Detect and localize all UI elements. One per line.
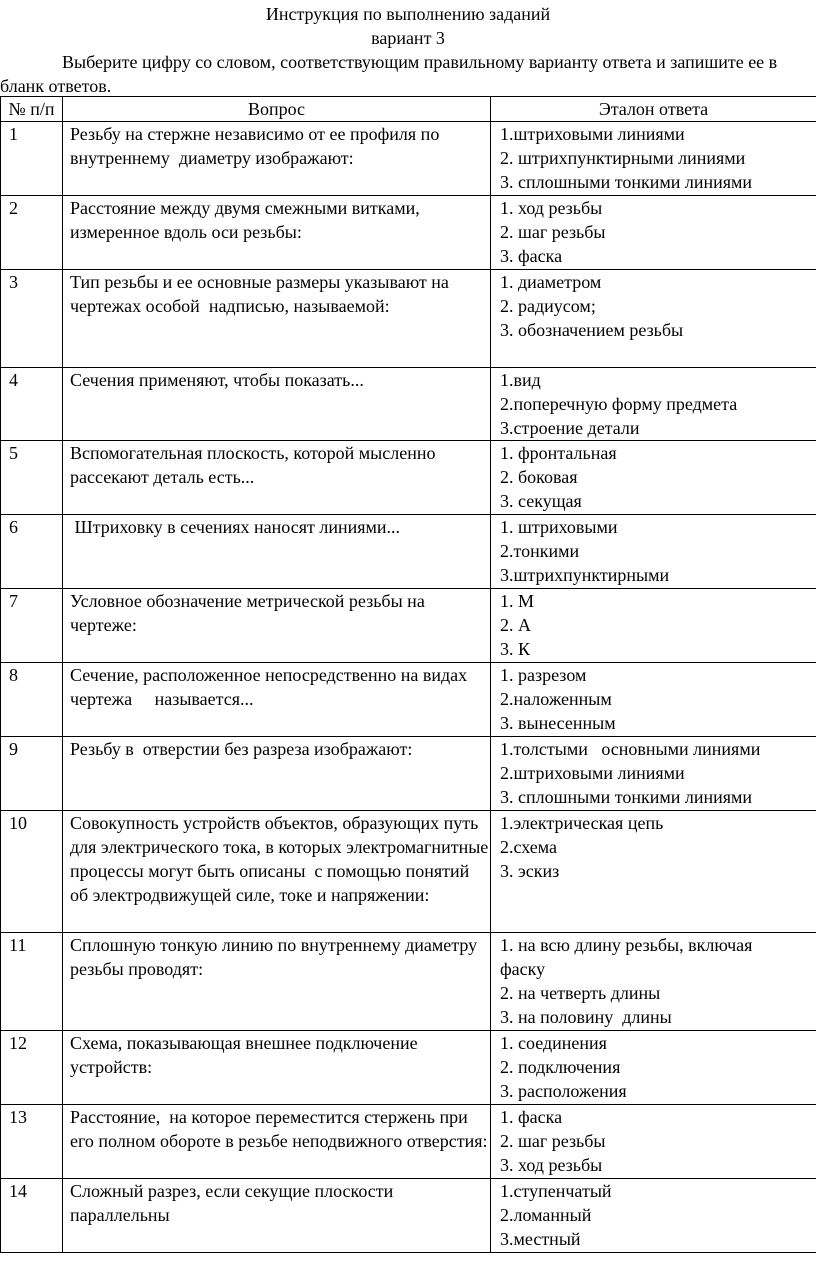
answer-option: 1.вид (500, 370, 541, 390)
question-text: Вспомогательная плоскость, которой мысленно рассекают деталь есть... (63, 441, 491, 515)
answer-option: 2. А (500, 615, 531, 635)
answer-option: 2. на четверть длины (500, 983, 661, 1003)
table-header-row (1, 97, 816, 122)
answer-options (491, 1105, 816, 1179)
answer-option: фаску (500, 959, 546, 979)
answer-options (491, 515, 816, 589)
question-number: 6 (1, 515, 63, 589)
answer-option: 2.схема (500, 837, 558, 857)
table-row (1, 122, 816, 196)
table-row (1, 368, 816, 441)
answer-option: 1. М (500, 591, 535, 611)
answer-options (491, 441, 816, 515)
header-number: № п/п (1, 97, 63, 122)
answer-option: 1. на всю длину резьбы, включая (500, 935, 753, 955)
answer-options (491, 270, 816, 368)
answer-option: 3. эскиз (500, 861, 560, 881)
answer-options (491, 663, 816, 737)
table-row (1, 196, 816, 270)
answer-option: 1.ступенчатый (500, 1181, 612, 1201)
table-row (1, 1031, 816, 1105)
question-text: Сечения применяют, чтобы показать... (63, 368, 491, 441)
answer-option: 3.местный (500, 1229, 581, 1249)
answer-option: 1.толстыми основными линиями (500, 739, 761, 759)
answer-option: 3.штрихпунктирными (500, 565, 670, 585)
answer-option: 2.штриховыми линиями (500, 763, 685, 783)
question-number: 9 (1, 737, 63, 811)
answer-option: 3. на половину длины (500, 1007, 672, 1027)
table-row (1, 270, 816, 368)
question-text: Сплошную тонкую линию по внутреннему диаметру резьбы проводят: (63, 933, 491, 1031)
question-number: 5 (1, 441, 63, 515)
questions-table (0, 96, 816, 1253)
answer-option: 1. диаметром (500, 272, 602, 292)
answer-option: 1. ход резьбы (500, 198, 603, 218)
answer-options (491, 811, 816, 933)
table-row (1, 441, 816, 515)
table-row (1, 515, 816, 589)
variant-label: вариант 3 (371, 28, 445, 48)
answer-option: 3. К (500, 639, 531, 659)
table-row (1, 1179, 816, 1253)
answer-option: 3. секущая (500, 491, 582, 511)
answer-option: 3. сплошными тонкими линиями (500, 172, 753, 192)
answer-options (491, 368, 816, 441)
answer-option: 3. обозначением резьбы (500, 320, 684, 340)
instruction-text: Выберите цифру со словом, соответствующим правильному варианту ответа и запишите ее в бланк ответов. (0, 52, 778, 96)
question-text: Условное обозначение метрической резьбы на чертеже: (63, 589, 491, 663)
answer-options (491, 737, 816, 811)
answer-option: 1. фаска (500, 1107, 563, 1127)
question-text: Расстояние между двумя смежными витками, измеренное вдоль оси резьбы: (63, 196, 491, 270)
question-text: Тип резьбы и ее основные размеры указывают на чертежах особой надписью, называемой: (63, 270, 491, 368)
table-row (1, 589, 816, 663)
question-number: 7 (1, 589, 63, 663)
question-number: 1 (1, 122, 63, 196)
answer-option: 1. соединения (500, 1033, 607, 1053)
answer-option: 3.строение детали (500, 418, 640, 438)
question-text: Резьбу в отверстии без разреза изображают: (63, 737, 491, 811)
answer-option: 1. разрезом (500, 665, 587, 685)
answer-option: 2. радиусом; (500, 296, 596, 316)
answer-option: 1. фронтальная (500, 443, 617, 463)
answer-options (491, 1031, 816, 1105)
question-number: 11 (1, 933, 63, 1031)
answer-option: 2.ломанный (500, 1205, 592, 1225)
answer-option: 2. шаг резьбы (500, 222, 606, 242)
question-number: 13 (1, 1105, 63, 1179)
table-row (1, 1105, 816, 1179)
answer-option: 1.электрическая цепь (500, 813, 664, 833)
header-answer: Эталон ответа (491, 97, 816, 122)
answer-options (491, 1179, 816, 1253)
answer-options (491, 122, 816, 196)
table-body (1, 122, 816, 1253)
answer-option: 2.поперечную форму предмета (500, 394, 738, 414)
answer-options (491, 589, 816, 663)
document-title: Инструкция по выполнению заданий (265, 4, 551, 24)
answer-option: 2.тонкими (500, 541, 580, 561)
answer-option: 3. расположения (500, 1081, 627, 1101)
answer-option: 2.наложенным (500, 689, 612, 709)
question-text: Резьбу на стержне независимо от ее профиля по внутреннему диаметру изображают: (63, 122, 491, 196)
answer-options (491, 933, 816, 1031)
answer-option: 2. штрихпунктирными линиями (500, 148, 746, 168)
header-question: Вопрос (63, 97, 491, 122)
table-row (1, 933, 816, 1031)
answer-option: 1.штриховыми линиями (500, 124, 685, 144)
question-number: 2 (1, 196, 63, 270)
question-number: 4 (1, 368, 63, 441)
question-text: Совокупность устройств объектов, образующих путь для электрического тока, в которых электромагнитные процессы могут быть описаны с помощью понятий об электродвижущей силе, токе и напряжении: (63, 811, 491, 933)
answer-option: 3. вынесенным (500, 713, 616, 733)
table-row (1, 811, 816, 933)
answer-option: 2. подключения (500, 1057, 621, 1077)
question-text: Сложный разрез, если секущие плоскости параллельны (63, 1179, 491, 1253)
table-row (1, 663, 816, 737)
question-text: Сечение, расположенное непосредственно на видах чертежа называется... (63, 663, 491, 737)
question-number: 10 (1, 811, 63, 933)
answer-option: 2. шаг резьбы (500, 1131, 606, 1151)
answer-option: 3. сплошными тонкими линиями (500, 787, 753, 807)
question-number: 14 (1, 1179, 63, 1253)
answer-option: 1. штриховыми (500, 517, 618, 537)
answer-option: 3. ход резьбы (500, 1155, 603, 1175)
question-number: 12 (1, 1031, 63, 1105)
question-number: 8 (1, 663, 63, 737)
table-row (1, 737, 816, 811)
question-number: 3 (1, 270, 63, 368)
answer-options (491, 196, 816, 270)
question-text: Расстояние, на которое переместится стержень при его полном обороте в резьбе неподвижного отверстия: (63, 1105, 491, 1179)
question-text: Штриховку в сечениях наносят линиями... (63, 515, 491, 589)
answer-option: 3. фаска (500, 246, 563, 266)
answer-option: 2. боковая (500, 467, 578, 487)
question-text: Схема, показывающая внешнее подключение устройств: (63, 1031, 491, 1105)
